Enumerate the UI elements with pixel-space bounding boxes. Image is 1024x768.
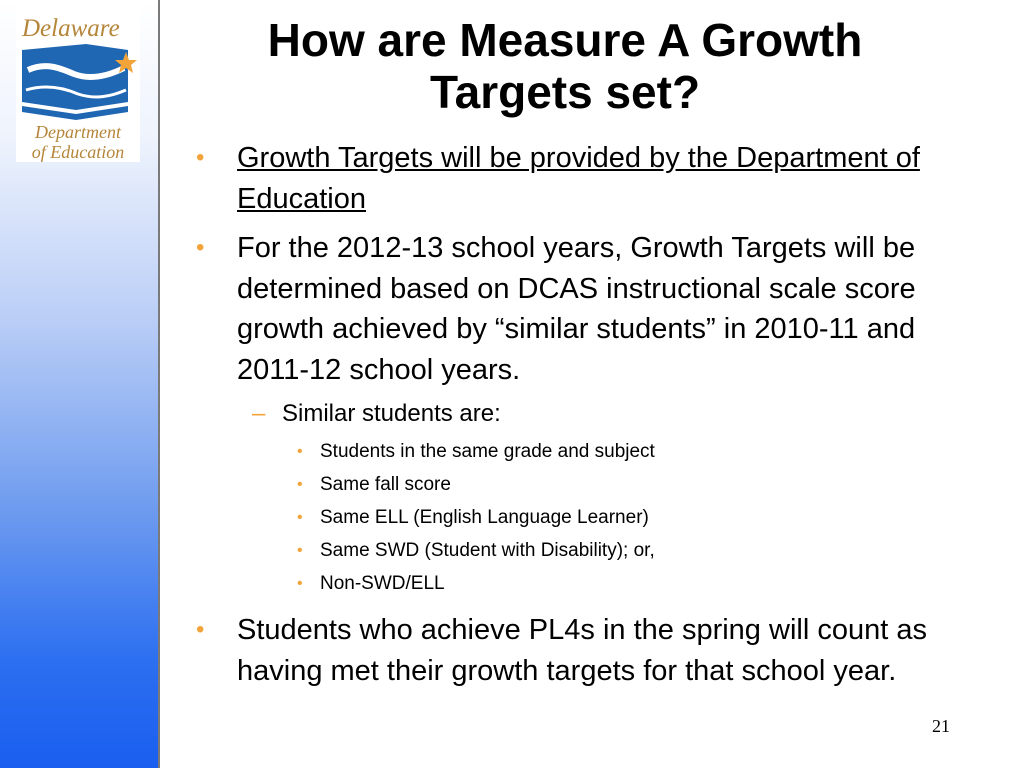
list-item-text: Same fall score [320,474,451,495]
list-item-text: Students in the same grade and subject [320,441,655,462]
similar-students-list [196,435,986,600]
logo-department-line2: of Education [31,142,125,162]
bullet-dot-icon: • [196,144,205,171]
slide-title-line2: Targets set? [429,66,701,118]
dash-icon: – [252,400,266,427]
slide-content [196,138,986,700]
list-item [196,468,986,501]
sidebar-gradient [0,0,160,768]
bullet-text: For the 2012-13 school years, Growth Targets will be determined based on DCAS instructional scale score growth achieved by “similar students” in 2010-11 and 2011-12 school years. [237,232,916,386]
delaware-doe-logo [16,6,140,162]
list-item-text: Same ELL (English Language Learner) [320,507,649,528]
bullet-item-1 [196,138,986,219]
logo-state-name: Delaware [22,15,120,42]
list-item-text: Same SWD (Student with Disability); or, [320,540,655,561]
logo-graphic [16,6,140,162]
slide-title-line1: How are Measure A Growth [267,14,863,66]
list-item [196,501,986,534]
bullet-text: Students who achieve PL4s in the spring will count as having met their growth targets for that school year. [237,614,927,687]
bullet-item-2 [196,228,986,390]
sub-heading [196,399,986,429]
bullet-dot-icon: • [297,542,303,559]
slide-title [180,14,950,118]
bullet-dot-icon: • [297,575,303,592]
bullet-item-3 [196,610,986,691]
bullet-dot-icon: • [196,616,205,643]
list-item [196,567,986,600]
list-item [196,534,986,567]
slide-page-number: 21 [932,716,950,736]
growth-targets-link[interactable]: Growth Targets will be provided by the Department of Education [237,142,920,215]
list-item-text: Non-SWD/ELL [320,573,445,594]
logo-department-line1: Department [35,122,121,142]
list-item [196,435,986,468]
sub-heading-text: Similar students are: [282,400,501,427]
bullet-dot-icon: • [196,234,205,261]
bullet-dot-icon: • [297,476,303,493]
bullet-dot-icon: • [297,509,303,526]
bullet-dot-icon: • [297,443,303,460]
